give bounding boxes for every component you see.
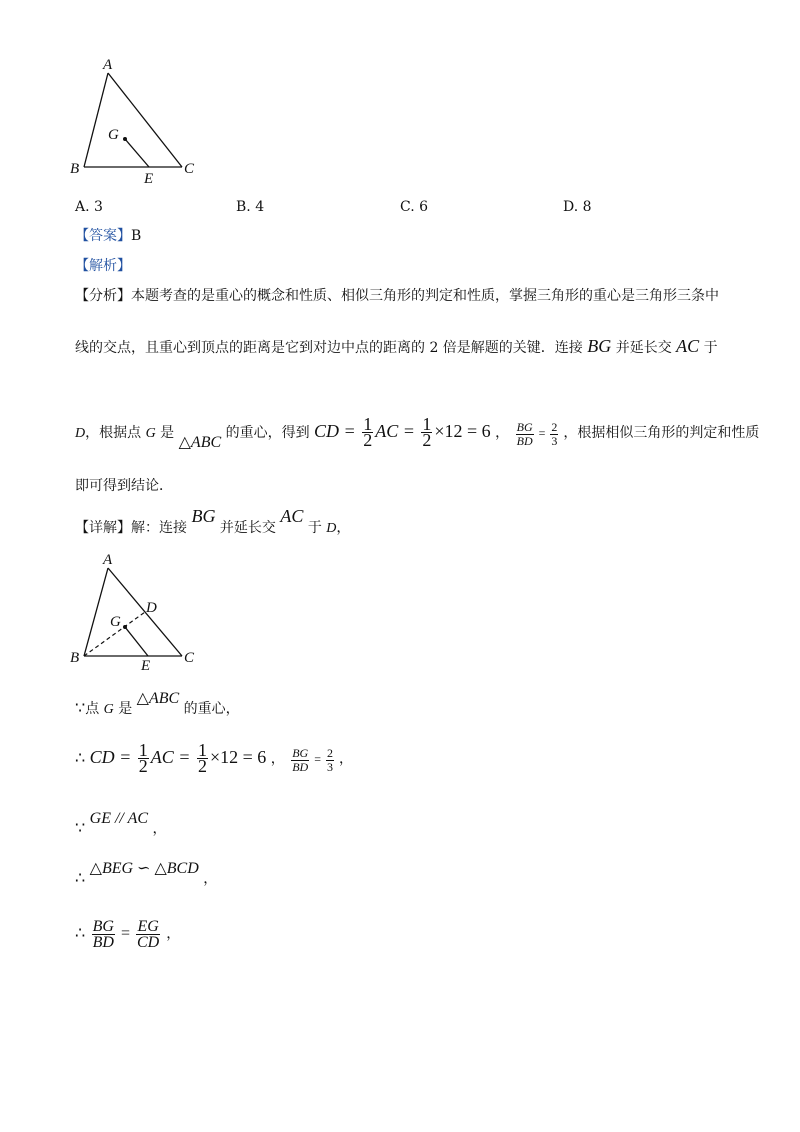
detail-text-c: 于 — [307, 520, 322, 536]
because-symbol: ∵ — [75, 698, 86, 717]
option-b — [236, 197, 264, 217]
step-2-equation: CD = $\frac{1}{2}$ AC = $\frac{1}{2}$ ×12 = 6 — [89, 740, 267, 777]
fenxi-text-1: 本题考查的是重心的概念和性质、相似三角形的判定和性质，掌握三角形的重心是三角形三条中 — [131, 288, 719, 304]
therefore-symbol-2: ∴ — [75, 868, 86, 887]
option-a-value: 3 — [94, 199, 103, 215]
label-d-2: D — [146, 600, 157, 616]
detail-line: 【详解】解：连接 BG 并延长交 AC 于 D， — [75, 506, 351, 536]
label-b-2: B — [70, 650, 80, 666]
label-g: G — [108, 127, 119, 143]
label-g-2: G — [110, 614, 121, 630]
option-c — [400, 197, 428, 217]
ratio-equation: $\frac{BG}{BD}$ = $\frac{EG}{CD}$ — [92, 917, 160, 951]
similar-expr: △BEG ∽ △BCD — [89, 860, 199, 877]
separator-comma: ， — [495, 425, 510, 441]
point-g — [123, 137, 127, 141]
option-a — [75, 197, 103, 217]
detail-text-a: 解：连接 — [131, 520, 187, 536]
detail-expr-ac: AC — [280, 506, 304, 526]
step-2-ratio: $\frac{BG}{BD}$ = $\frac{2}{3}$ — [292, 745, 333, 774]
fenxi-text-2b: 并延长交 — [615, 340, 672, 356]
option-d-value: 8 — [582, 199, 592, 215]
ratio-bg-bd: $\frac{BG}{BD}$ = $\frac{2}{3}$ — [516, 419, 558, 448]
step-1: ∵点 G 是 △ABC 的重心， — [75, 690, 240, 717]
parallel-expr: GE // AC — [89, 810, 149, 827]
point-d-text: D — [75, 426, 86, 441]
triangle-figure-1 — [60, 55, 220, 185]
step-1-triangle: △ABC — [136, 690, 180, 707]
answer-line — [75, 226, 141, 246]
because-symbol-2: ∵ — [75, 818, 86, 837]
fenxi-text-3d: ，根据相似三角形的判定和性质 — [563, 425, 760, 441]
option-c-value: 6 — [419, 199, 429, 215]
point-g-2 — [123, 625, 127, 629]
detail-text-b: 并延长交 — [219, 520, 276, 536]
segment-ge — [125, 139, 149, 167]
option-b-value: 4 — [255, 199, 265, 215]
therefore-symbol: ∴ — [75, 748, 86, 767]
side-ab-2 — [84, 568, 108, 656]
point-g-text: G — [145, 426, 156, 441]
fenxi-tag: 【分析】 — [75, 288, 131, 304]
fenxi-line-3 — [75, 416, 759, 449]
fenxi-text-3a: ，根据点 — [85, 425, 142, 441]
expr-bg: BG — [587, 336, 612, 356]
option-d-letter: D. — [563, 199, 579, 215]
fenxi-text-3b: 是 — [160, 425, 175, 441]
analysis-tag: 【解析】 — [75, 258, 131, 274]
fenxi-line-1 — [75, 286, 719, 306]
answer-tag: 【答案】 — [75, 228, 131, 244]
fenxi-line-4: 即可得到结论． — [75, 478, 173, 494]
step-2: ∴ CD = $\frac{1}{2}$ AC = $\frac{1}{2}$ ×12 = 6 ， $\frac{BG}{BD}$ = $\frac{2}{3}$ ， — [75, 740, 353, 777]
label-a: A — [103, 57, 113, 73]
detail-point-d: D — [326, 521, 337, 536]
step-4: ∴ △BEG ∽ △BCD ， — [75, 860, 218, 887]
therefore-symbol-3: ∴ — [75, 923, 86, 942]
label-e-2: E — [141, 658, 151, 674]
label-b: B — [70, 161, 80, 177]
label-a-2: A — [103, 552, 113, 568]
side-ab — [84, 73, 108, 167]
fenxi-line-2 — [75, 336, 718, 358]
equation-cd: CD = $\frac{1}{2}$ AC = $\frac{1}{2}$ ×12 = 6 — [314, 414, 491, 451]
expr-ac: AC — [676, 336, 700, 356]
option-a-letter: A. — [75, 199, 90, 215]
fenxi-text-3c: 的重心，得到 — [225, 425, 310, 441]
answer-value: B — [131, 228, 142, 244]
fenxi-text-2a: 线的交点，且重心到顶点的距离是它到对边中点的距离的 2 倍是解题的关键．连接 — [75, 340, 583, 356]
fenxi-text-2c: 于 — [703, 340, 718, 356]
option-b-letter: B. — [236, 199, 251, 215]
segment-ge-2 — [125, 627, 148, 656]
label-c: C — [184, 161, 195, 177]
detail-tag: 【详解】 — [75, 520, 131, 536]
label-c-2: C — [184, 650, 195, 666]
option-c-letter: C. — [400, 199, 415, 215]
detail-expr-bg: BG — [191, 506, 216, 526]
step-3: ∵ GE // AC ， — [75, 810, 167, 837]
option-d — [563, 197, 592, 217]
label-e: E — [144, 171, 154, 185]
side-ac — [108, 73, 182, 167]
expr-triangle-abc: △ABC — [178, 434, 222, 451]
triangle-figure-2 — [60, 550, 220, 675]
step-5: ∴ $\frac{BG}{BD}$ = $\frac{EG}{CD}$ ， — [75, 917, 181, 951]
